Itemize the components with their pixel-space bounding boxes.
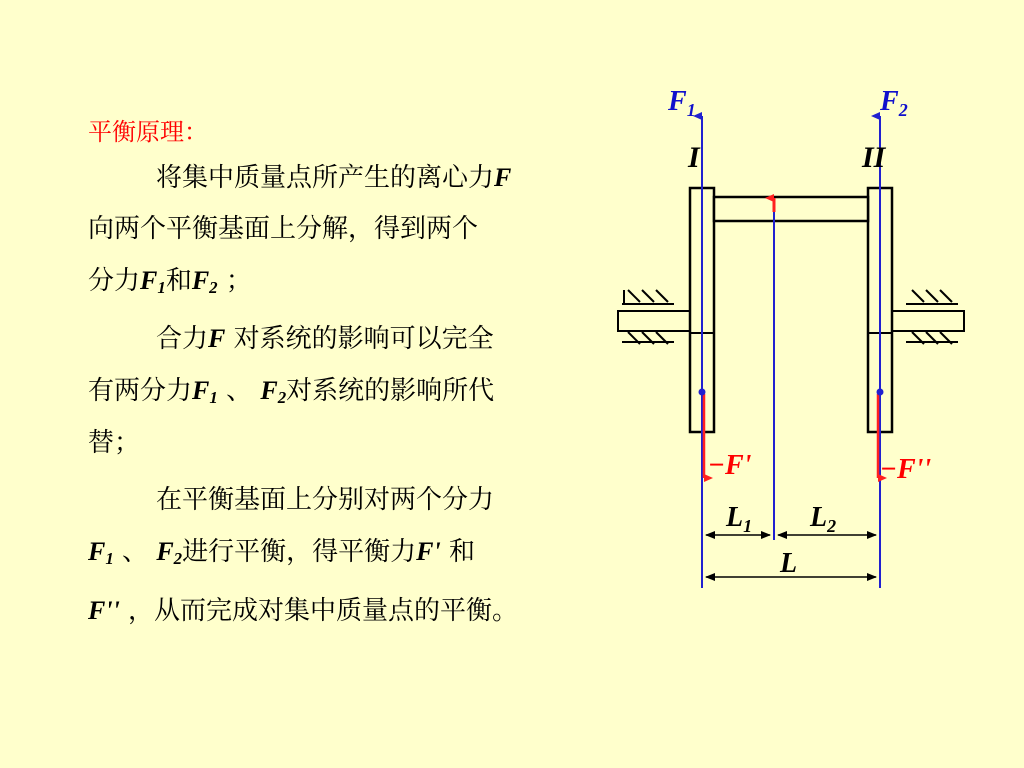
p1-line3: 分力$F_1$和$F_2$ ； (88, 266, 252, 298)
p3-line1: 在平衡基面上分别对两个分力 (156, 485, 495, 516)
label-F2: $F_2$ (880, 86, 908, 120)
label-plane-I: I (688, 141, 700, 174)
p2-line3: 替； (88, 428, 141, 459)
label-plane-II: II (862, 141, 886, 174)
label-L1: $L_1$ (726, 502, 753, 536)
label-F1: $F_1$ (668, 86, 696, 120)
p2-line1: 合力F 对系统的影响可以完全 (156, 324, 494, 355)
heading: 平衡原理： (88, 118, 208, 146)
label-L: L (780, 548, 798, 579)
p3-line2: $F_1$ 、 $F_2$进行平衡，得平衡力F' 和 (88, 537, 475, 569)
label-Fprime: −F' (708, 450, 752, 481)
left-balance-point (699, 389, 706, 396)
p2-line2: 有两分力$F_1$ 、 $F_2$对系统的影响所代 (88, 376, 495, 408)
left-shaft (618, 311, 690, 331)
p3-line3: F'' ，从而完成对集中质量点的平衡。 (88, 595, 519, 626)
right-balance-point (877, 389, 884, 396)
label-L2: $L_2$ (810, 502, 837, 536)
p1-line2: 向两个平衡基面上分解，得到两个 (88, 214, 479, 244)
p1-line1: 将集中质量点所产生的离心力F (156, 163, 512, 193)
connecting-bar (714, 197, 868, 221)
right-shaft (892, 311, 964, 331)
label-Fdouble: −F'' (880, 454, 932, 485)
